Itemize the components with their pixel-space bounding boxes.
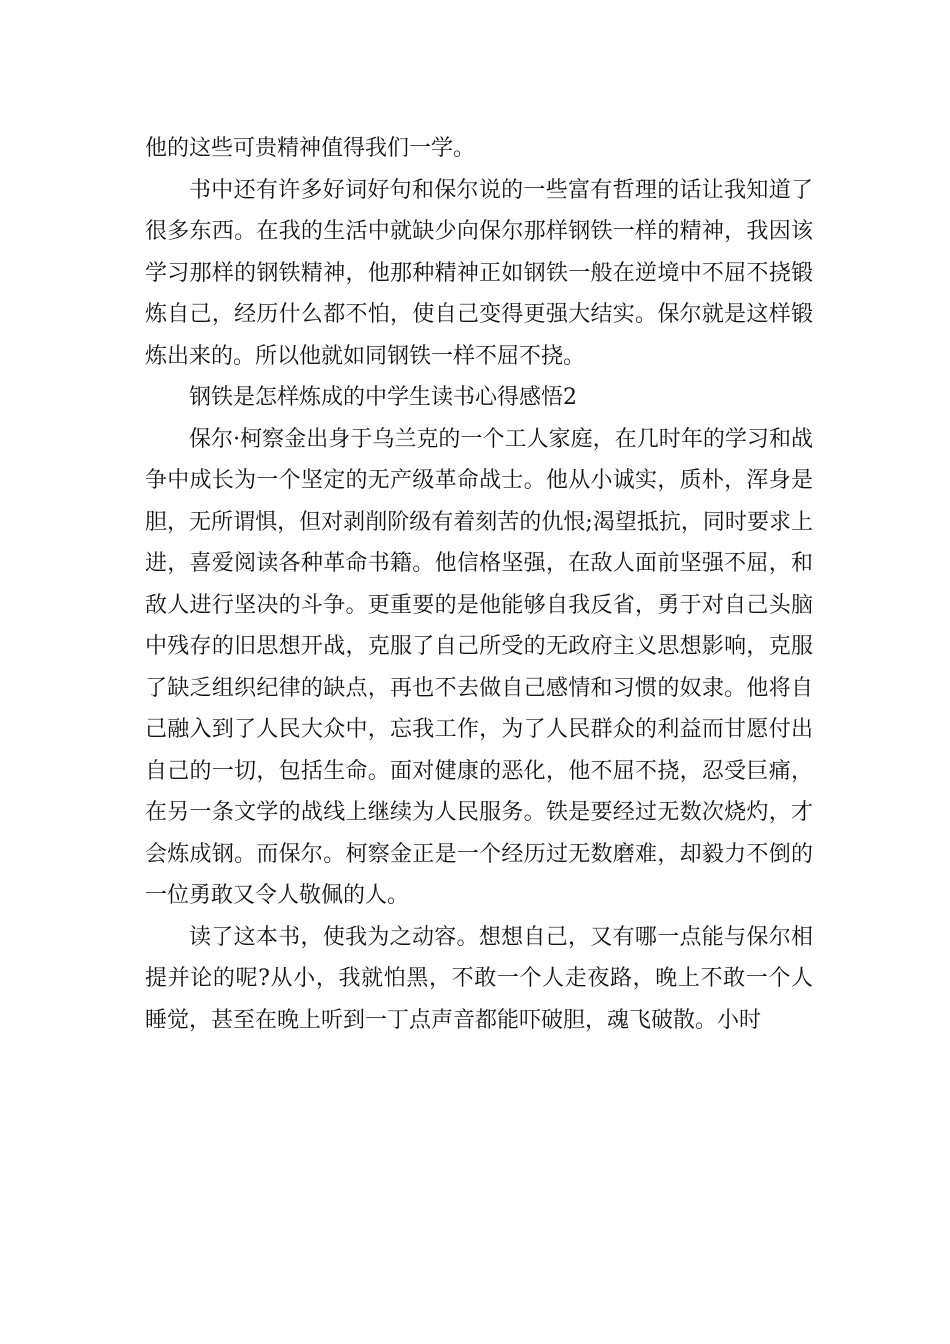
- document-body: [145, 128, 813, 1041]
- paragraph: 保尔·柯察金出身于乌兰克的一个工人家庭，在几时年的学习和战争中成长为一个坚定的无产级革命战士。他从小诚实，质朴，浑身是胆，无所谓惧，但对剥削阶级有着刻苦的仇恨;渴望抵抗，同时要求上进，喜爱阅读各种革命书籍。他信格坚强，在敌人面前坚强不屈，和敌人进行坚决的斗争。更重要的是他能够自我反省，勇于对自己头脑中残存的旧思想开战，克服了自己所受的无政府主义思想影响，克服了缺乏组织纪律的缺点，再也不去做自己感情和习惯的奴隶。他将自己融入到了人民大众中，忘我工作，为了人民群众的利益而甘愿付出自己的一切，包括生命。面对健康的恶化，他不屈不挠，忍受巨痛，在另一条文学的战线上继续为人民服务。铁是要经过无数次烧灼，才会炼成钢。而保尔。柯察金正是一个经历过无数磨难，却毅力不倒的一位勇敢又令人敬佩的人。: [145, 426, 813, 908]
- paragraph: 书中还有许多好词好句和保尔说的一些富有哲理的话让我知道了很多东西。在我的生活中就缺少向保尔那样钢铁一样的精神，我因该学习那样的钢铁精神，他那种精神正如钢铁一般在逆境中不屈不挠锻炼自己，经历什么都不怕，使自己变得更强大结实。保尔就是这样锻炼出来的。所以他就如同钢铁一样不屈不挠。: [145, 177, 813, 369]
- paragraph: 读了这本书，使我为之动容。想想自己，又有哪一点能与保尔相提并论的呢?从小，我就怕黑，不敢一个人走夜路，晚上不敢一个人睡觉，甚至在晚上听到一丁点声音都能吓破胆，魂飞破散。小时: [145, 924, 813, 1033]
- paragraph-continued: 他的这些可贵精神值得我们一学。: [145, 136, 476, 161]
- section-heading: 钢铁是怎样炼成的中学生读书心得感悟2: [189, 385, 577, 410]
